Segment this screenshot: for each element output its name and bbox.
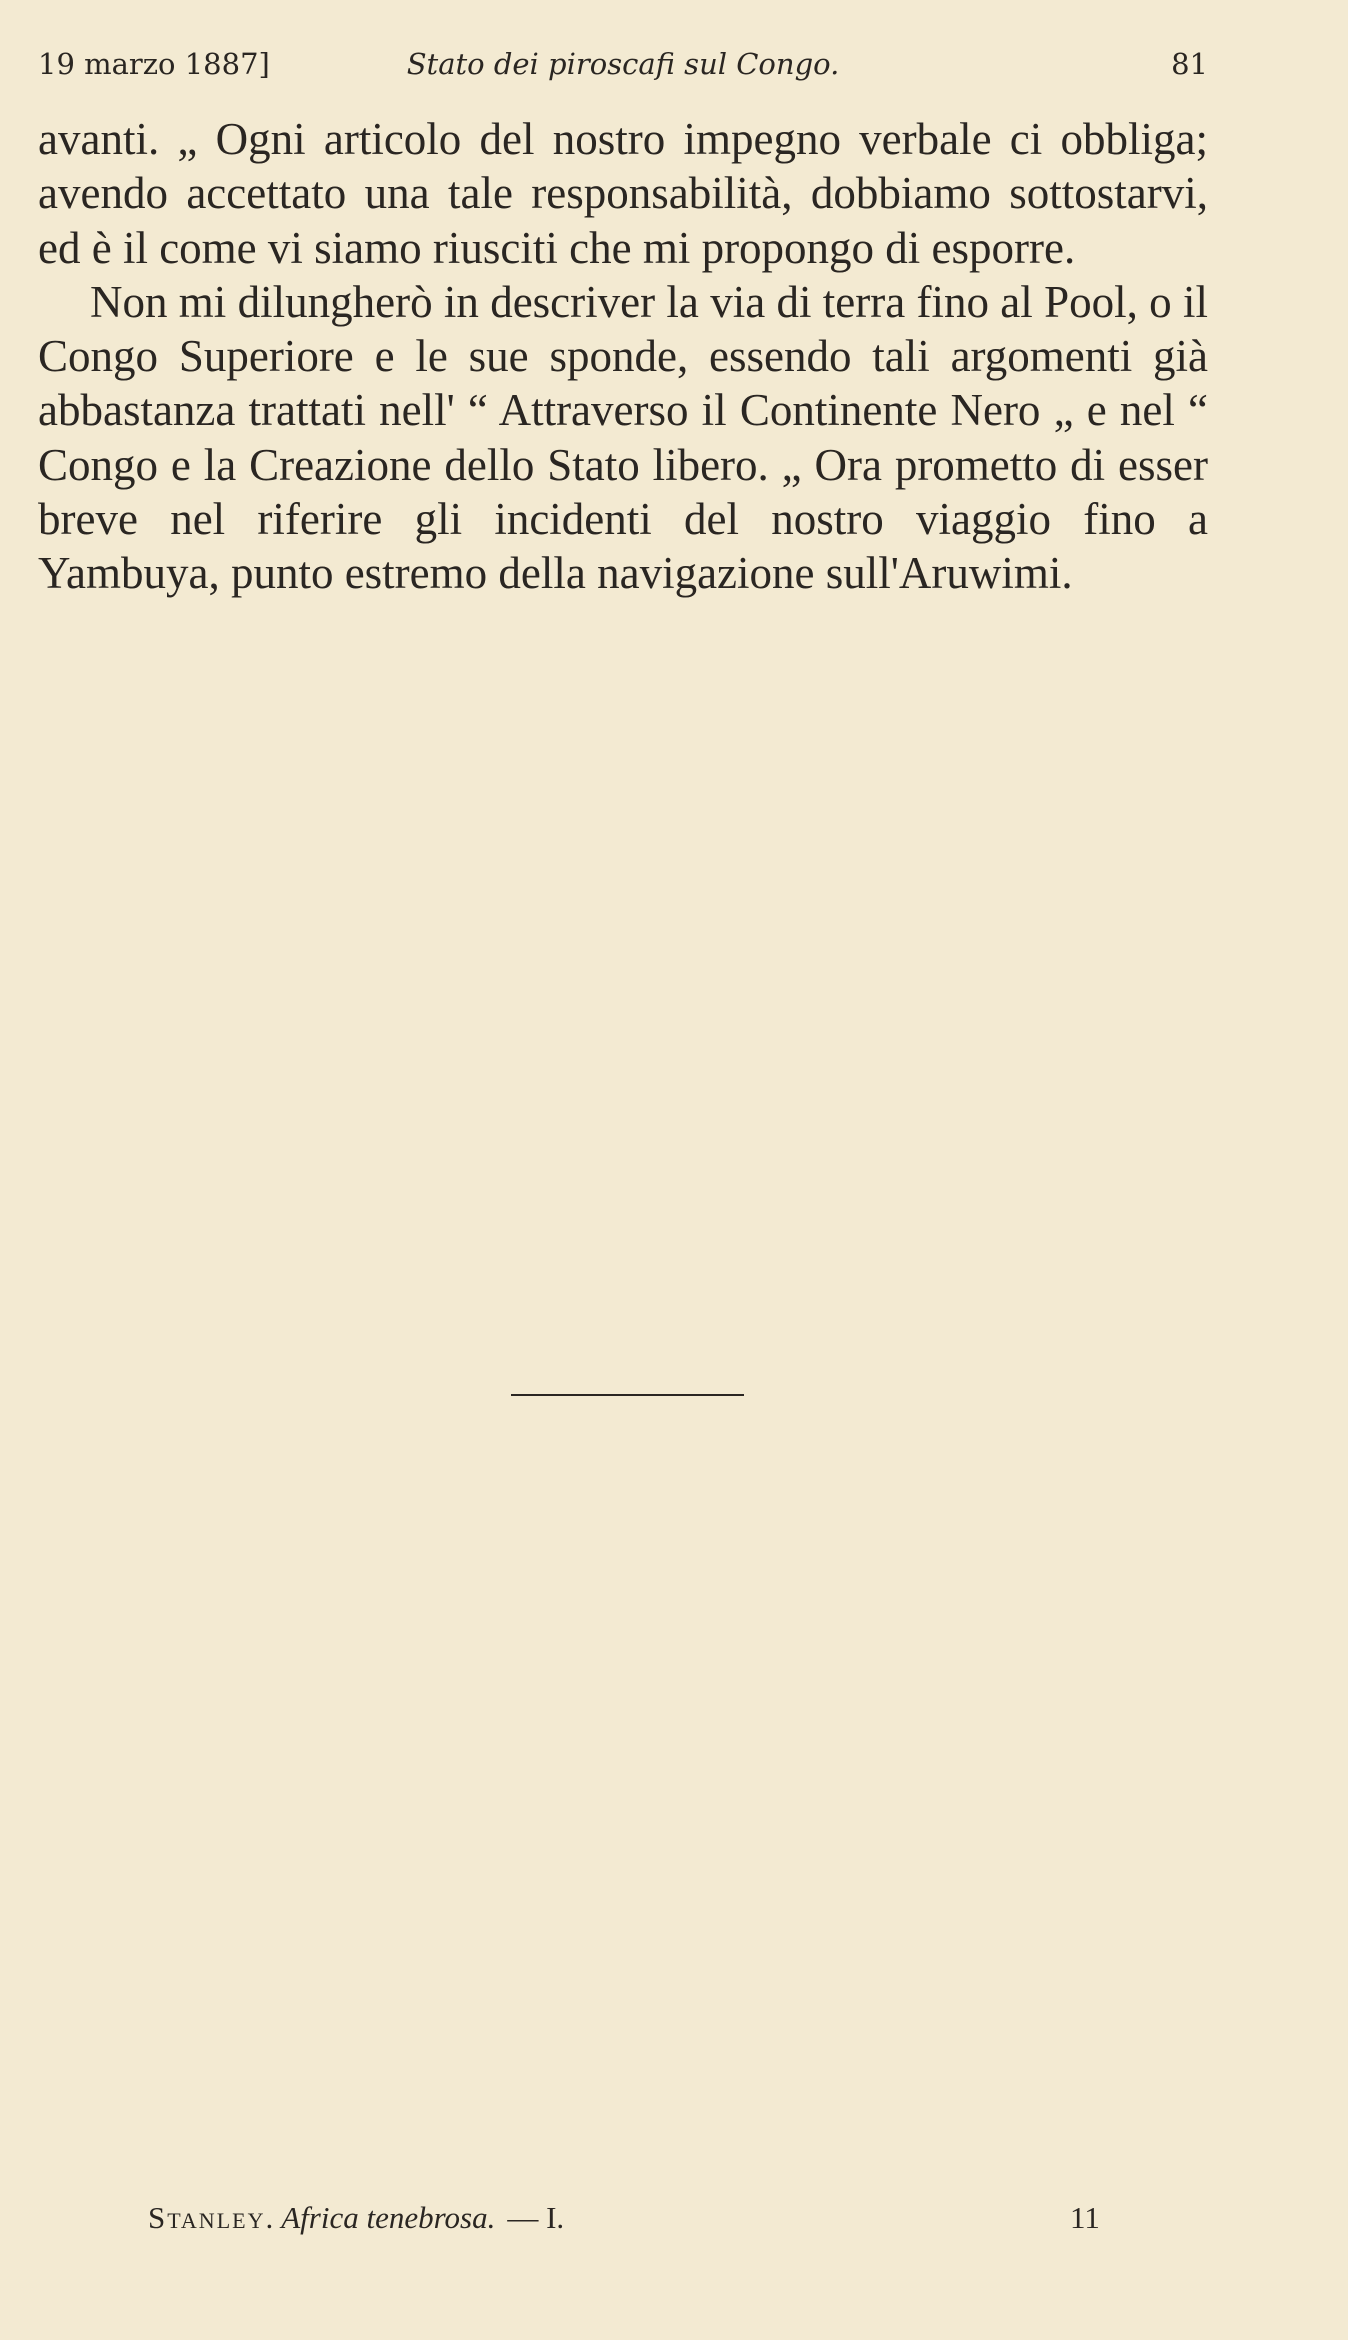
- footer-book-title: Africa tenebrosa.: [281, 2200, 496, 2235]
- footer-author: Stanley.: [148, 2200, 276, 2235]
- footer-volume: — I.: [507, 2200, 565, 2235]
- signature-mark: 11: [1070, 2200, 1100, 2235]
- header-date: 19 marzo 1887]: [38, 47, 270, 81]
- body-text: [38, 112, 1208, 601]
- paragraph: Non mi dilungherò in descriver la via di terra fino al Pool, o il Congo Superiore e le sue sponde, essendo tali argomenti già abbastanza trattati nell' “ Attraverso il Continente Nero „ e nel “ Congo e la Creazione dello Stato libero. „ Ora prometto di esser breve nel riferire gli incidenti del nostro viaggio fino a Yambuya, punto estremo della navigazione sull'Aruwimi.: [38, 276, 1208, 599]
- header-title: Stato dei piroscafi sul Congo.: [406, 47, 840, 81]
- paragraph-continuation: avanti. „ Ogni articolo del nostro impegno verbale ci obbliga; avendo accettato una tale responsabilità, dobbiamo sottostarvi, ed è il come vi siamo riusciti che mi propongo di esporre.: [38, 114, 1208, 273]
- page-number: 81: [1171, 47, 1208, 81]
- section-rule: [511, 1394, 744, 1396]
- running-header: [38, 40, 1208, 88]
- page-footer: [148, 2194, 1108, 2242]
